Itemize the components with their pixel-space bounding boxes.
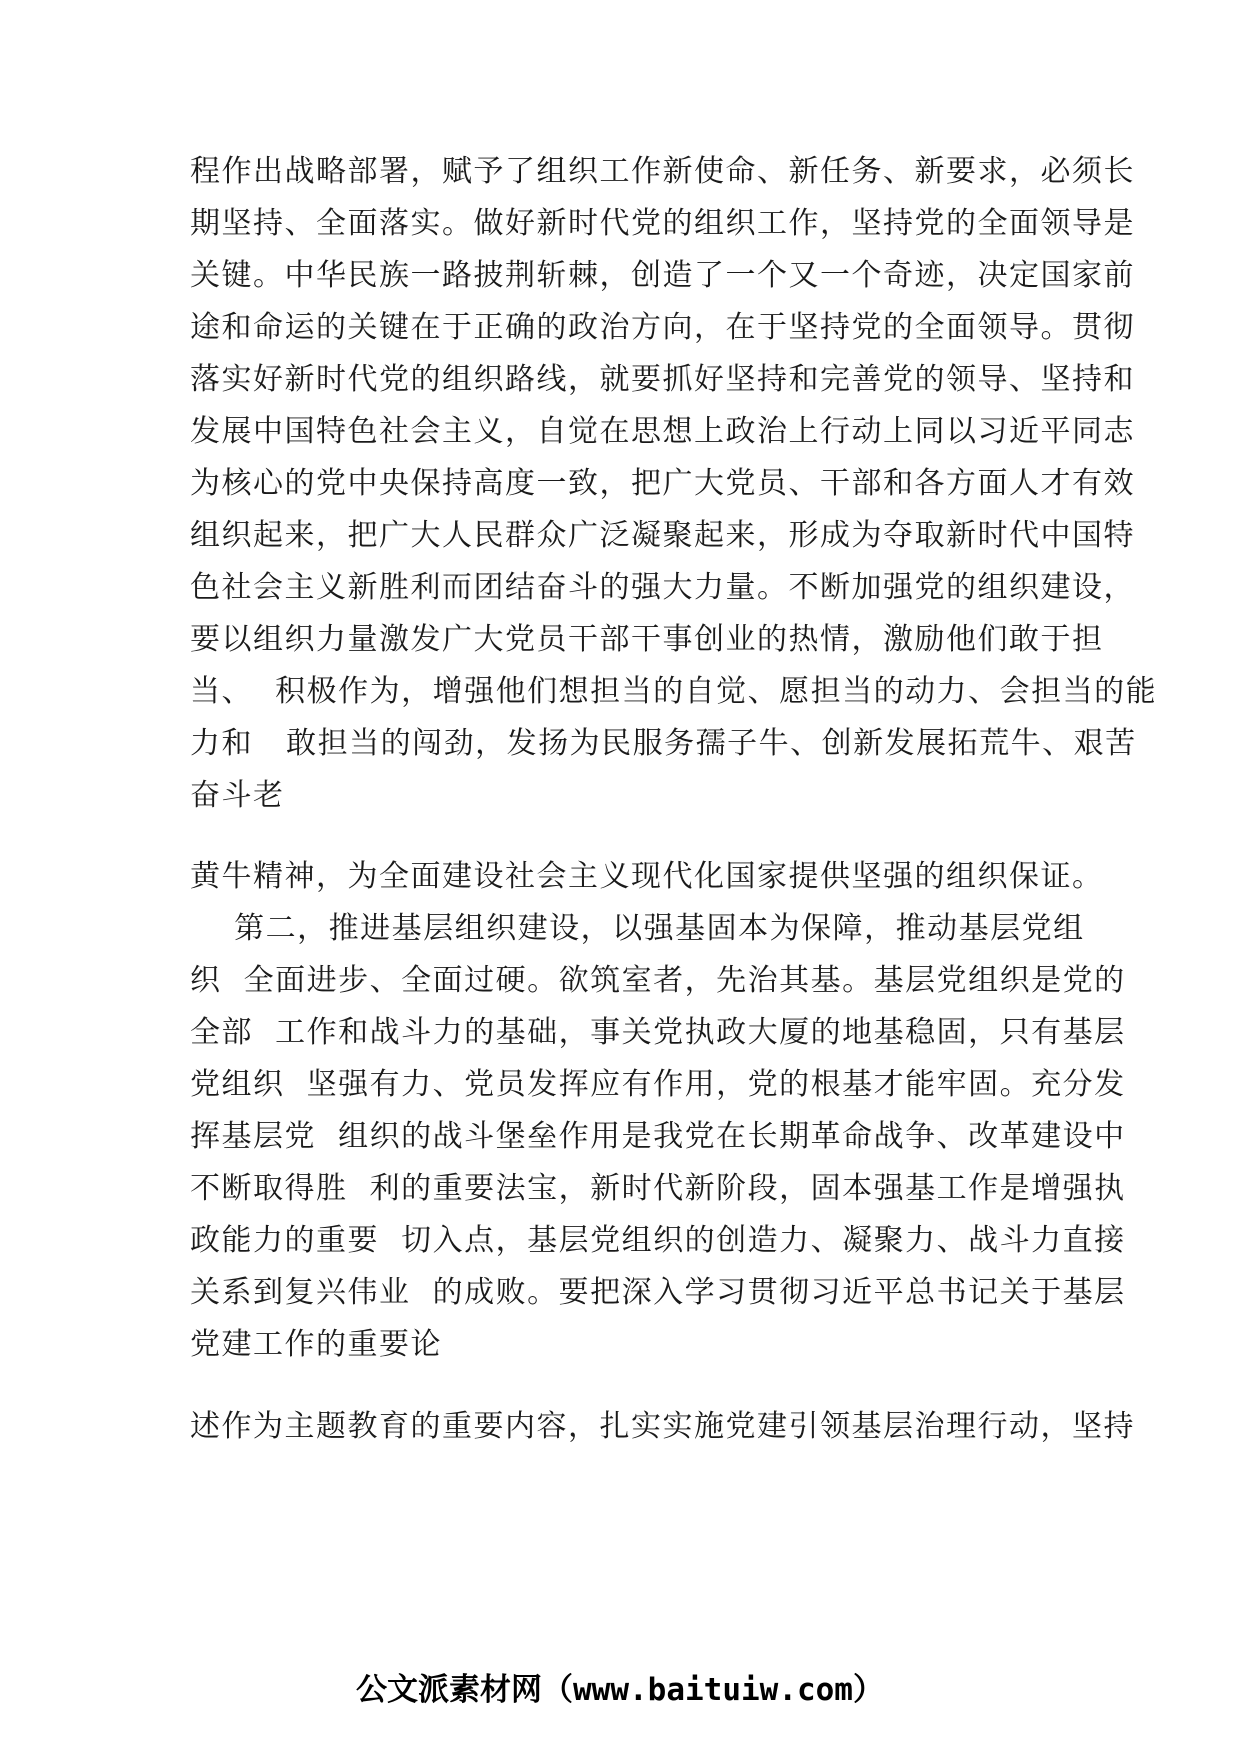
footer-url: www.baituiw.com (573, 1672, 853, 1708)
text-line: 色社会主义新胜利而团结奋斗的强大力量。不断加强党的组织建设， (190, 570, 1135, 605)
text-line: 力和 敢担当的闯劲，发扬为民服务孺子牛、创新发展拓荒牛、艰苦 (190, 726, 1137, 761)
text-line: 程作出战略部署，赋予了组织工作新使命、新任务、新要求，必须长 (190, 154, 1135, 189)
text-line: 挥基层党 组织的战斗堡垒作用是我党在长期革命战争、改革建设中 (190, 1119, 1126, 1154)
text-line: 为核心的党中央保持高度一致，把广大党员、干部和各方面人才有效 (190, 466, 1135, 501)
text-line: 关键。中华民族一路披荆斩棘，创造了一个又一个奇迹，决定国家前 (190, 258, 1135, 293)
text-line: 黄牛精神，为全面建设社会主义现代化国家提供坚强的组织保证。 (190, 859, 1104, 894)
text-line: 述作为主题教育的重要内容，扎实实施党建引领基层治理行动，坚持 (190, 1409, 1135, 1444)
text-line: 政能力的重要 切入点，基层党组织的创造力、凝聚力、战斗力直接 (190, 1223, 1126, 1258)
footer-site-name: 公文派素材网（ (356, 1672, 574, 1708)
text-line: 期坚持、全面落实。做好新时代党的组织工作，坚持党的全面领导是 (190, 206, 1135, 241)
text-line: 党组织 坚强有力、党员发挥应有作用，党的根基才能牢固。充分发 (190, 1067, 1126, 1102)
text-line: 不断取得胜 利的重要法宝，新时代新阶段，固本强基工作是增强执 (190, 1171, 1126, 1206)
text-line: 当、 积极作为，增强他们想担当的自觉、愿担当的动力、会担当的能 (190, 674, 1158, 709)
text-line: 落实好新时代党的组织路线，就要抓好坚持和完善党的领导、坚持和 (190, 362, 1135, 397)
text-line: 要以组织力量激发广大党员干部干事创业的热情，激励他们敢于担 (190, 622, 1104, 657)
footer-watermark (0, 1670, 1240, 1710)
text-line: 全部 工作和战斗力的基础，事关党执政大厦的地基稳固，只有基层 (190, 1015, 1126, 1050)
footer-close-paren: ） (852, 1672, 884, 1708)
text-line: 党建工作的重要论 (190, 1327, 442, 1362)
paragraph-start-line: 第二，推进基层组织建设，以强基固本为保障，推动基层党组 (190, 911, 1085, 946)
text-line: 途和命运的关键在于正确的政治方向，在于坚持党的全面领导。贯彻 (190, 310, 1135, 345)
text-line: 发展中国特色社会主义，自觉在思想上政治上行动上同以习近平同志 (190, 414, 1135, 449)
text-line: 关系到复兴伟业 的成败。要把深入学习贯彻习近平总书记关于基层 (190, 1275, 1126, 1310)
text-line: 织 全面进步、全面过硬。欲筑室者，先治其基。基层党组织是党的 (190, 963, 1126, 998)
text-line: 组织起来，把广大人民群众广泛凝聚起来，形成为夺取新时代中国特 (190, 518, 1135, 553)
text-line: 奋斗老 (190, 778, 285, 813)
